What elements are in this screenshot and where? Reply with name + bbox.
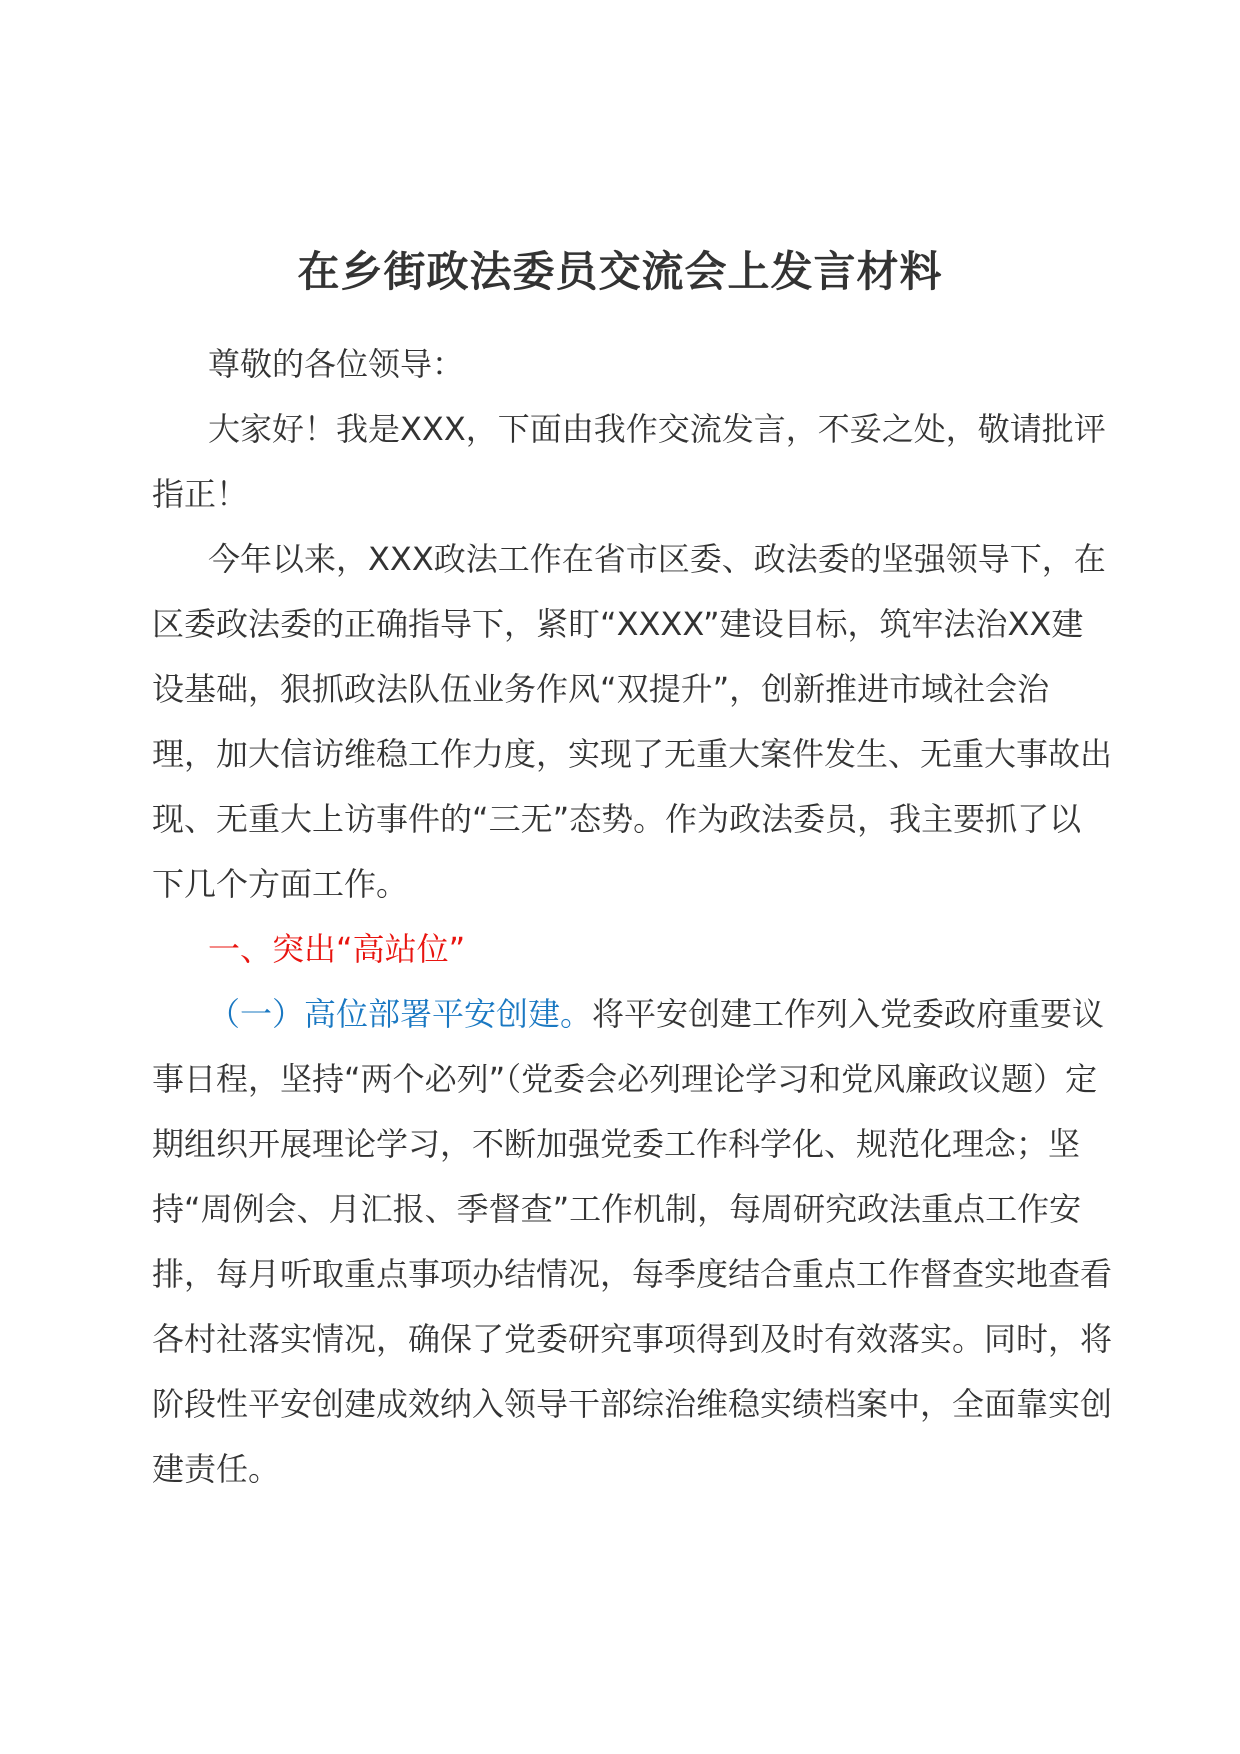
subsection-paragraph	[152, 982, 1112, 1502]
subsection-body: 将平安创建工作列入党委政府重要议事日程，坚持“两个必列”（党委会必列理论学习和党风廉政议题）定期组织开展理论学习，不断加强党委工作科学化、规范化理念；坚持“周例会、月汇报、季督查”工作机制，每周研究政法重点工作安排，每月听取重点事项办结情况，每季度结合重点工作督查实地查看各村社落实情况，确保了党委研究事项得到及时有效落实。同时，将阶段性平安创建成效纳入领导干部综治维稳实绩档案中，全面靠实创建责任。	[152, 995, 1113, 1488]
document-title: 在乡街政法委员交流会上发言材料	[297, 247, 943, 296]
salutation: 尊敬的各位领导：	[208, 345, 465, 383]
intro-paragraph: 大家好！我是XXX，下面由我作交流发言，不妥之处，敬请批评指正！	[152, 410, 1106, 513]
document-body	[152, 332, 1112, 1502]
section-heading: 一、突出“高站位”	[208, 930, 466, 968]
summary-paragraph: 今年以来，XXX政法工作在省市区委、政法委的坚强领导下，在区委政法委的正确指导下，紧盯“XXXX”建设目标，筑牢法治XX建设基础，狠抓政法队伍业务作风“双提升”，创新推进市域社会治理，加大信访维稳工作力度，实现了无重大案件发生、无重大事故出现、无重大上访事件的“三无”态势。作为政法委员，我主要抓了以下几个方面工作。	[152, 540, 1113, 903]
subsection-heading: （一）高位部署平安创建。	[208, 995, 593, 1033]
